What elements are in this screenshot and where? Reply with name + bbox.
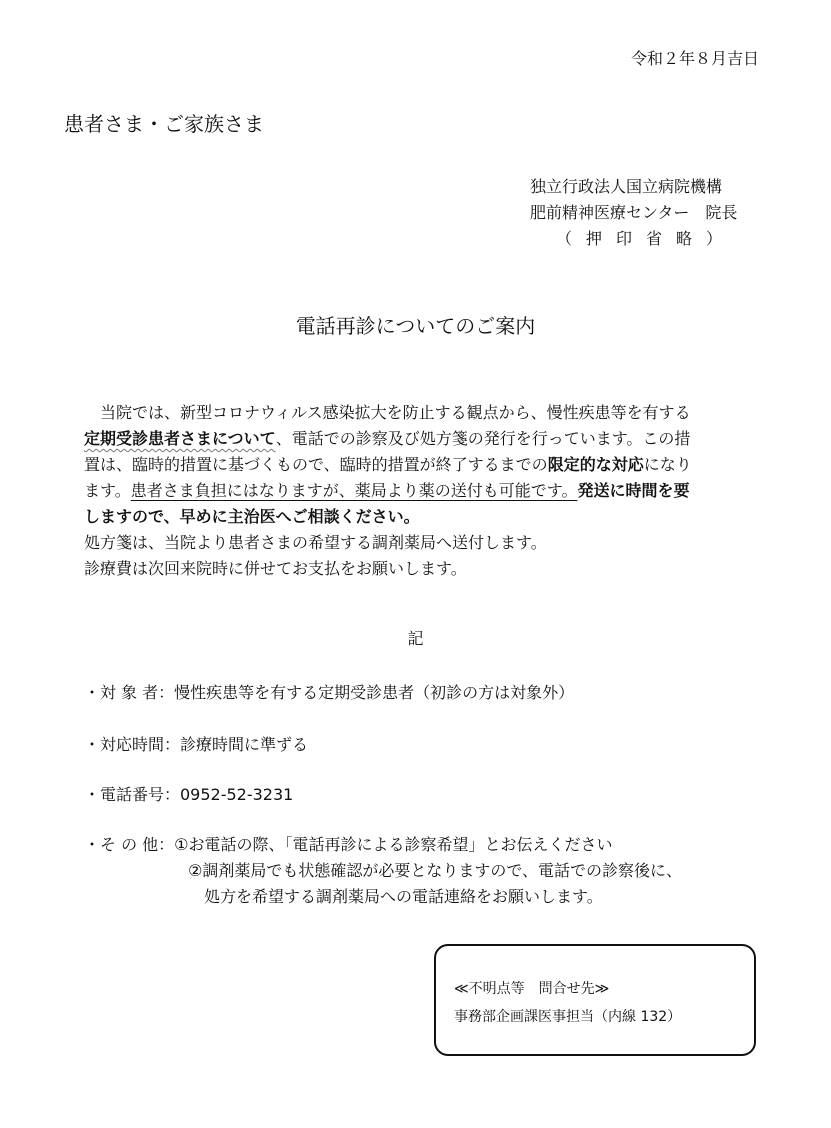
issue-date: 令和２年８月吉日 <box>630 49 759 68</box>
body-line-4: ます。患者さま負担にはなりますが、薬局より薬の送付も可能です。発送に時間を要 <box>84 481 690 500</box>
contact-box <box>434 944 756 1056</box>
ki-heading: 記 <box>407 629 424 648</box>
contact-title: ≪不明点等 問合せ先≫ <box>454 981 610 997</box>
item-phone-number: ・電話番号：0952-52-3231 <box>84 785 294 804</box>
seal-omitted-note: （押印省略） <box>556 229 737 248</box>
emphasis-delivery-possible: 患者さま負担にはなりますが、薬局より薬の送付も可能です。 <box>130 481 578 500</box>
emphasis-regular-patients: 定期受診患者さまについて <box>84 429 276 448</box>
sender-name: 肥前精神医療センター 院長 <box>530 203 738 222</box>
contact-department: 事務部企画課医事担当（内線 132） <box>454 1009 682 1025</box>
item-other-3: 処方を希望する調剤薬局への電話連絡をお願いします。 <box>204 887 603 906</box>
sender-organization: 独立行政法人国立病院機構 <box>530 177 723 196</box>
body-line-3: 置は、臨時的措置に基づくもので、臨時的措置が終了するまでの限定的な対応になり <box>84 455 692 474</box>
addressee: 患者さま・ご家族さま <box>64 112 264 136</box>
document-title: 電話再診についてのご案内 <box>295 314 536 338</box>
emphasis-limited-response: 限定的な対応 <box>547 455 644 474</box>
body-line-6: 処方箋は、当院より患者さまの希望する調剤薬局へ送付します。 <box>84 533 547 552</box>
body-paragraph <box>84 400 764 582</box>
item-other-2: ②調剤薬局でも状態確認が必要となりますので、電話での診察後に、 <box>188 861 683 880</box>
body-line-2: 定期受診患者さまについて、電話での診察及び処方箋の発行を行っています。この措 <box>84 429 691 448</box>
sender-block <box>530 174 737 252</box>
body-line-1: 当院では、新型コロナウィルス感染拡大を防止する観点から、慢性疾患等を有する <box>100 403 691 422</box>
item-other-1: ・そ の 他：①お電話の際、「電話再診による診察希望」とお伝えください <box>84 835 613 854</box>
item-service-hours: ・対応時間：診療時間に準ずる <box>84 735 309 754</box>
body-line-5: しますので、早めに主治医へご相談ください。 <box>84 507 420 526</box>
body-line-7: 診療費は次回来院時に併せてお支払をお願いします。 <box>84 559 467 578</box>
item-target-patients: ・対 象 者：慢性疾患等を有する定期受診患者（初診の方は対象外） <box>84 683 575 702</box>
